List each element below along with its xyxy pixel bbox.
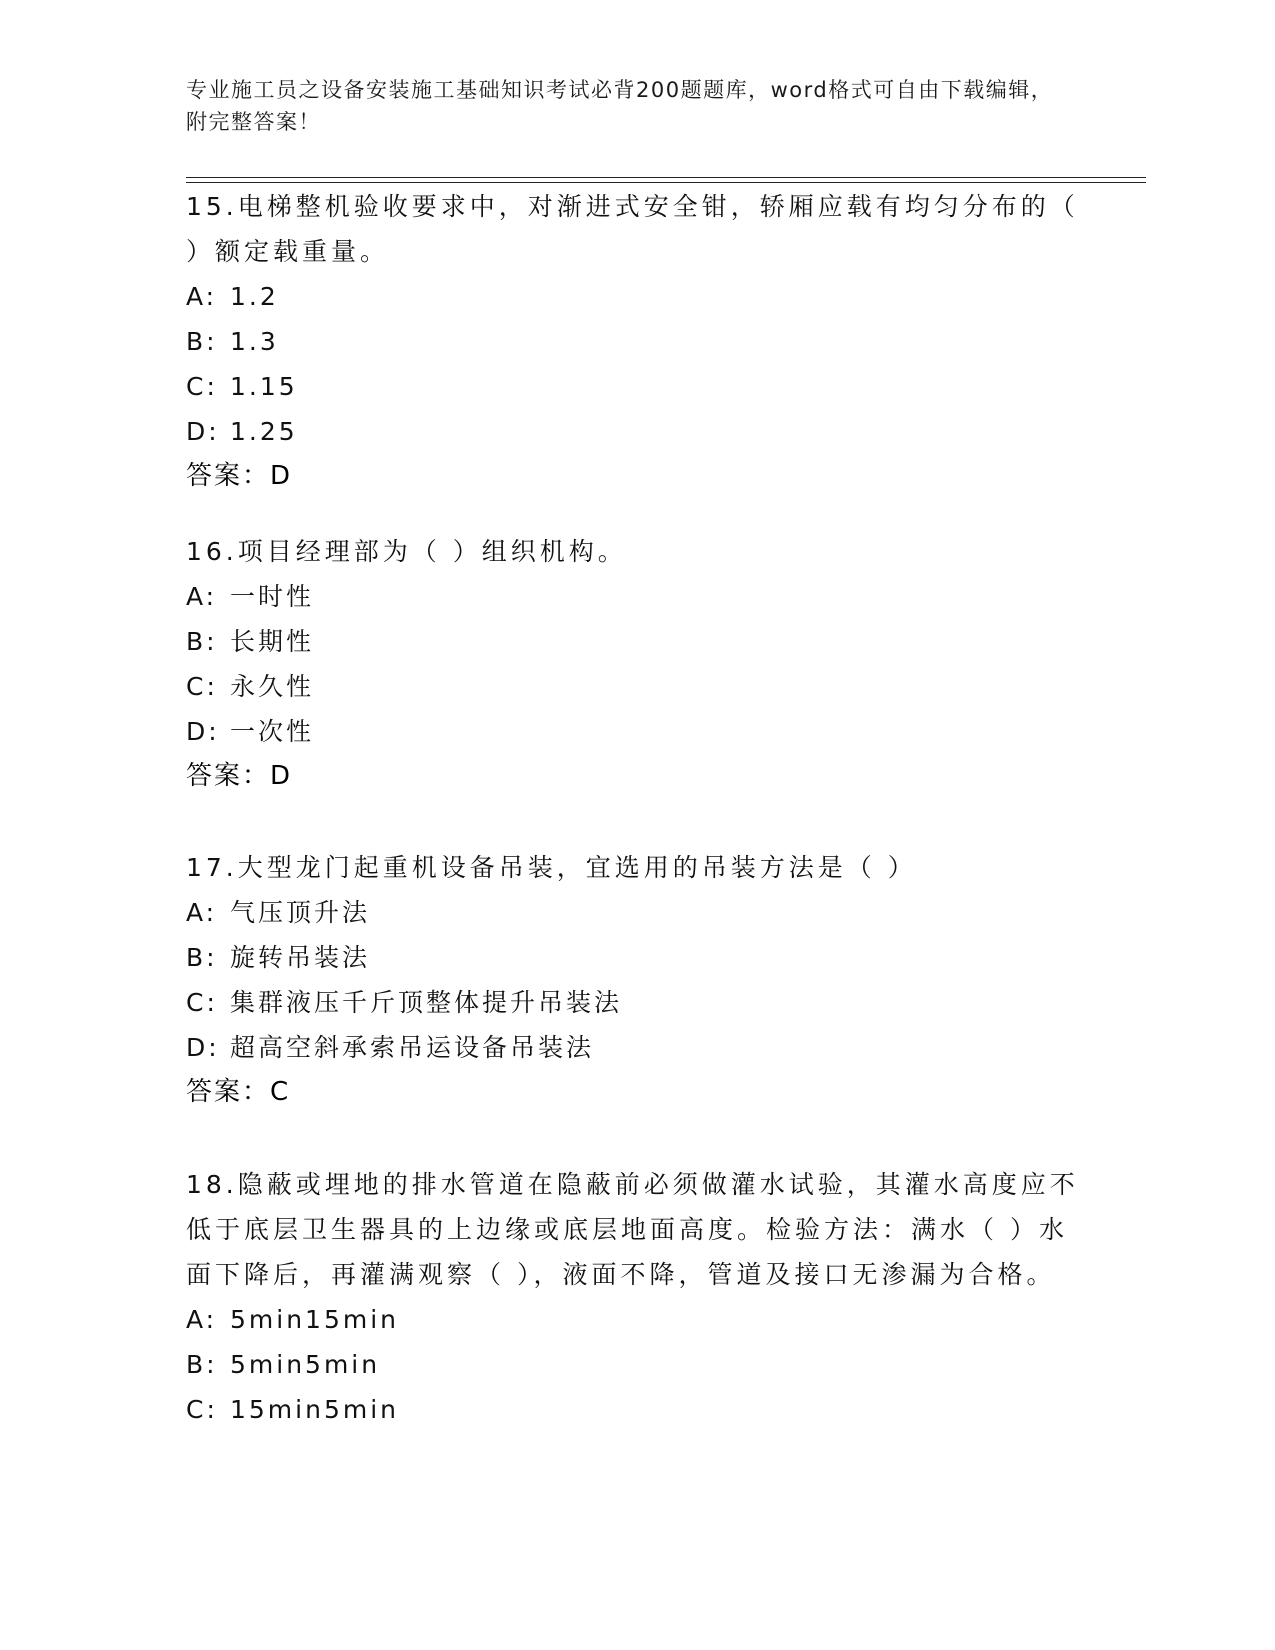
question-15 <box>186 184 1086 499</box>
option-text: 1.15 <box>230 372 298 401</box>
option-b <box>186 1342 1086 1387</box>
answer-label: 答案： <box>186 1077 271 1107</box>
question-text <box>186 184 1086 274</box>
answer-value: D <box>270 761 293 791</box>
option-label: C: <box>186 372 218 401</box>
question-stem: 项目经理部为（ ）组织机构。 <box>237 537 627 566</box>
option-a <box>186 574 1086 619</box>
option-text: 集群液压千斤顶整体提升吊装法 <box>230 988 623 1017</box>
option-d <box>186 709 1086 754</box>
answer-value: C <box>270 1077 291 1107</box>
option-label: C: <box>186 672 218 701</box>
question-number: 15. <box>186 192 238 221</box>
option-c <box>186 664 1086 709</box>
option-label: A: <box>186 898 218 927</box>
option-label: B: <box>186 327 218 356</box>
question-text <box>186 529 1086 574</box>
option-text: 15min5min <box>230 1395 400 1424</box>
option-a <box>186 890 1086 935</box>
option-label: B: <box>186 943 218 972</box>
question-number: 17. <box>186 853 238 882</box>
option-label: D: <box>186 1033 220 1062</box>
question-18 <box>186 1162 1086 1432</box>
question-text <box>186 1162 1086 1297</box>
header-divider-bottom <box>186 182 1146 183</box>
option-text: 5min5min <box>230 1350 381 1379</box>
option-a <box>186 1297 1086 1342</box>
answer-line <box>186 754 1086 799</box>
option-label: D: <box>186 417 220 446</box>
option-label: A: <box>186 1305 218 1334</box>
question-16 <box>186 529 1086 799</box>
option-text: 旋转吊装法 <box>230 943 371 972</box>
question-17 <box>186 845 1086 1115</box>
option-c <box>186 980 1086 1025</box>
option-d <box>186 409 1086 454</box>
answer-line <box>186 1070 1086 1115</box>
option-text: 1.25 <box>230 417 298 446</box>
option-label: B: <box>186 627 218 656</box>
option-a <box>186 274 1086 319</box>
option-b <box>186 619 1086 664</box>
document-header: 专业施工员之设备安装施工基础知识考试必背200题题库，word格式可自由下载编辑，附完整答案！ <box>186 78 1054 134</box>
option-label: A: <box>186 282 218 311</box>
question-number: 18. <box>186 1170 238 1199</box>
option-b <box>186 935 1086 980</box>
option-label: C: <box>186 1395 218 1424</box>
question-stem: 电梯整机验收要求中，对渐进式安全钳，轿厢应载有均匀分布的（ ）额定载重量。 <box>186 192 1079 266</box>
option-text: 1.3 <box>230 327 279 356</box>
option-text: 1.2 <box>230 282 279 311</box>
option-text: 一时性 <box>230 582 315 611</box>
option-b <box>186 319 1086 364</box>
option-text: 超高空斜承索吊运设备吊装法 <box>230 1033 595 1062</box>
option-text: 永久性 <box>230 672 315 701</box>
option-text: 一次性 <box>230 717 315 746</box>
option-c <box>186 1387 1086 1432</box>
option-text: 气压顶升法 <box>230 898 371 927</box>
option-label: D: <box>186 717 220 746</box>
question-text <box>186 845 1086 890</box>
question-number: 16. <box>186 537 238 566</box>
header-divider-top <box>186 177 1146 178</box>
answer-line <box>186 454 1086 499</box>
answer-label: 答案： <box>186 761 271 791</box>
answer-value: D <box>270 461 293 491</box>
question-stem: 大型龙门起重机设备吊装，宜选用的吊装方法是（ ） <box>237 853 917 882</box>
option-d <box>186 1025 1086 1070</box>
option-label: C: <box>186 988 218 1017</box>
option-label: B: <box>186 1350 218 1379</box>
option-c <box>186 364 1086 409</box>
option-text: 5min15min <box>230 1305 400 1334</box>
option-text: 长期性 <box>230 627 315 656</box>
question-stem: 隐蔽或埋地的排水管道在隐蔽前必须做灌水试验，其灌水高度应不低于底层卫生器具的上边缘或底层地面高度。检验方法：满水（ ）水面下降后，再灌满观察（ ），液面不降，管道及接口无渗漏为合格。 <box>186 1170 1079 1289</box>
answer-label: 答案： <box>186 461 271 491</box>
option-label: A: <box>186 582 218 611</box>
